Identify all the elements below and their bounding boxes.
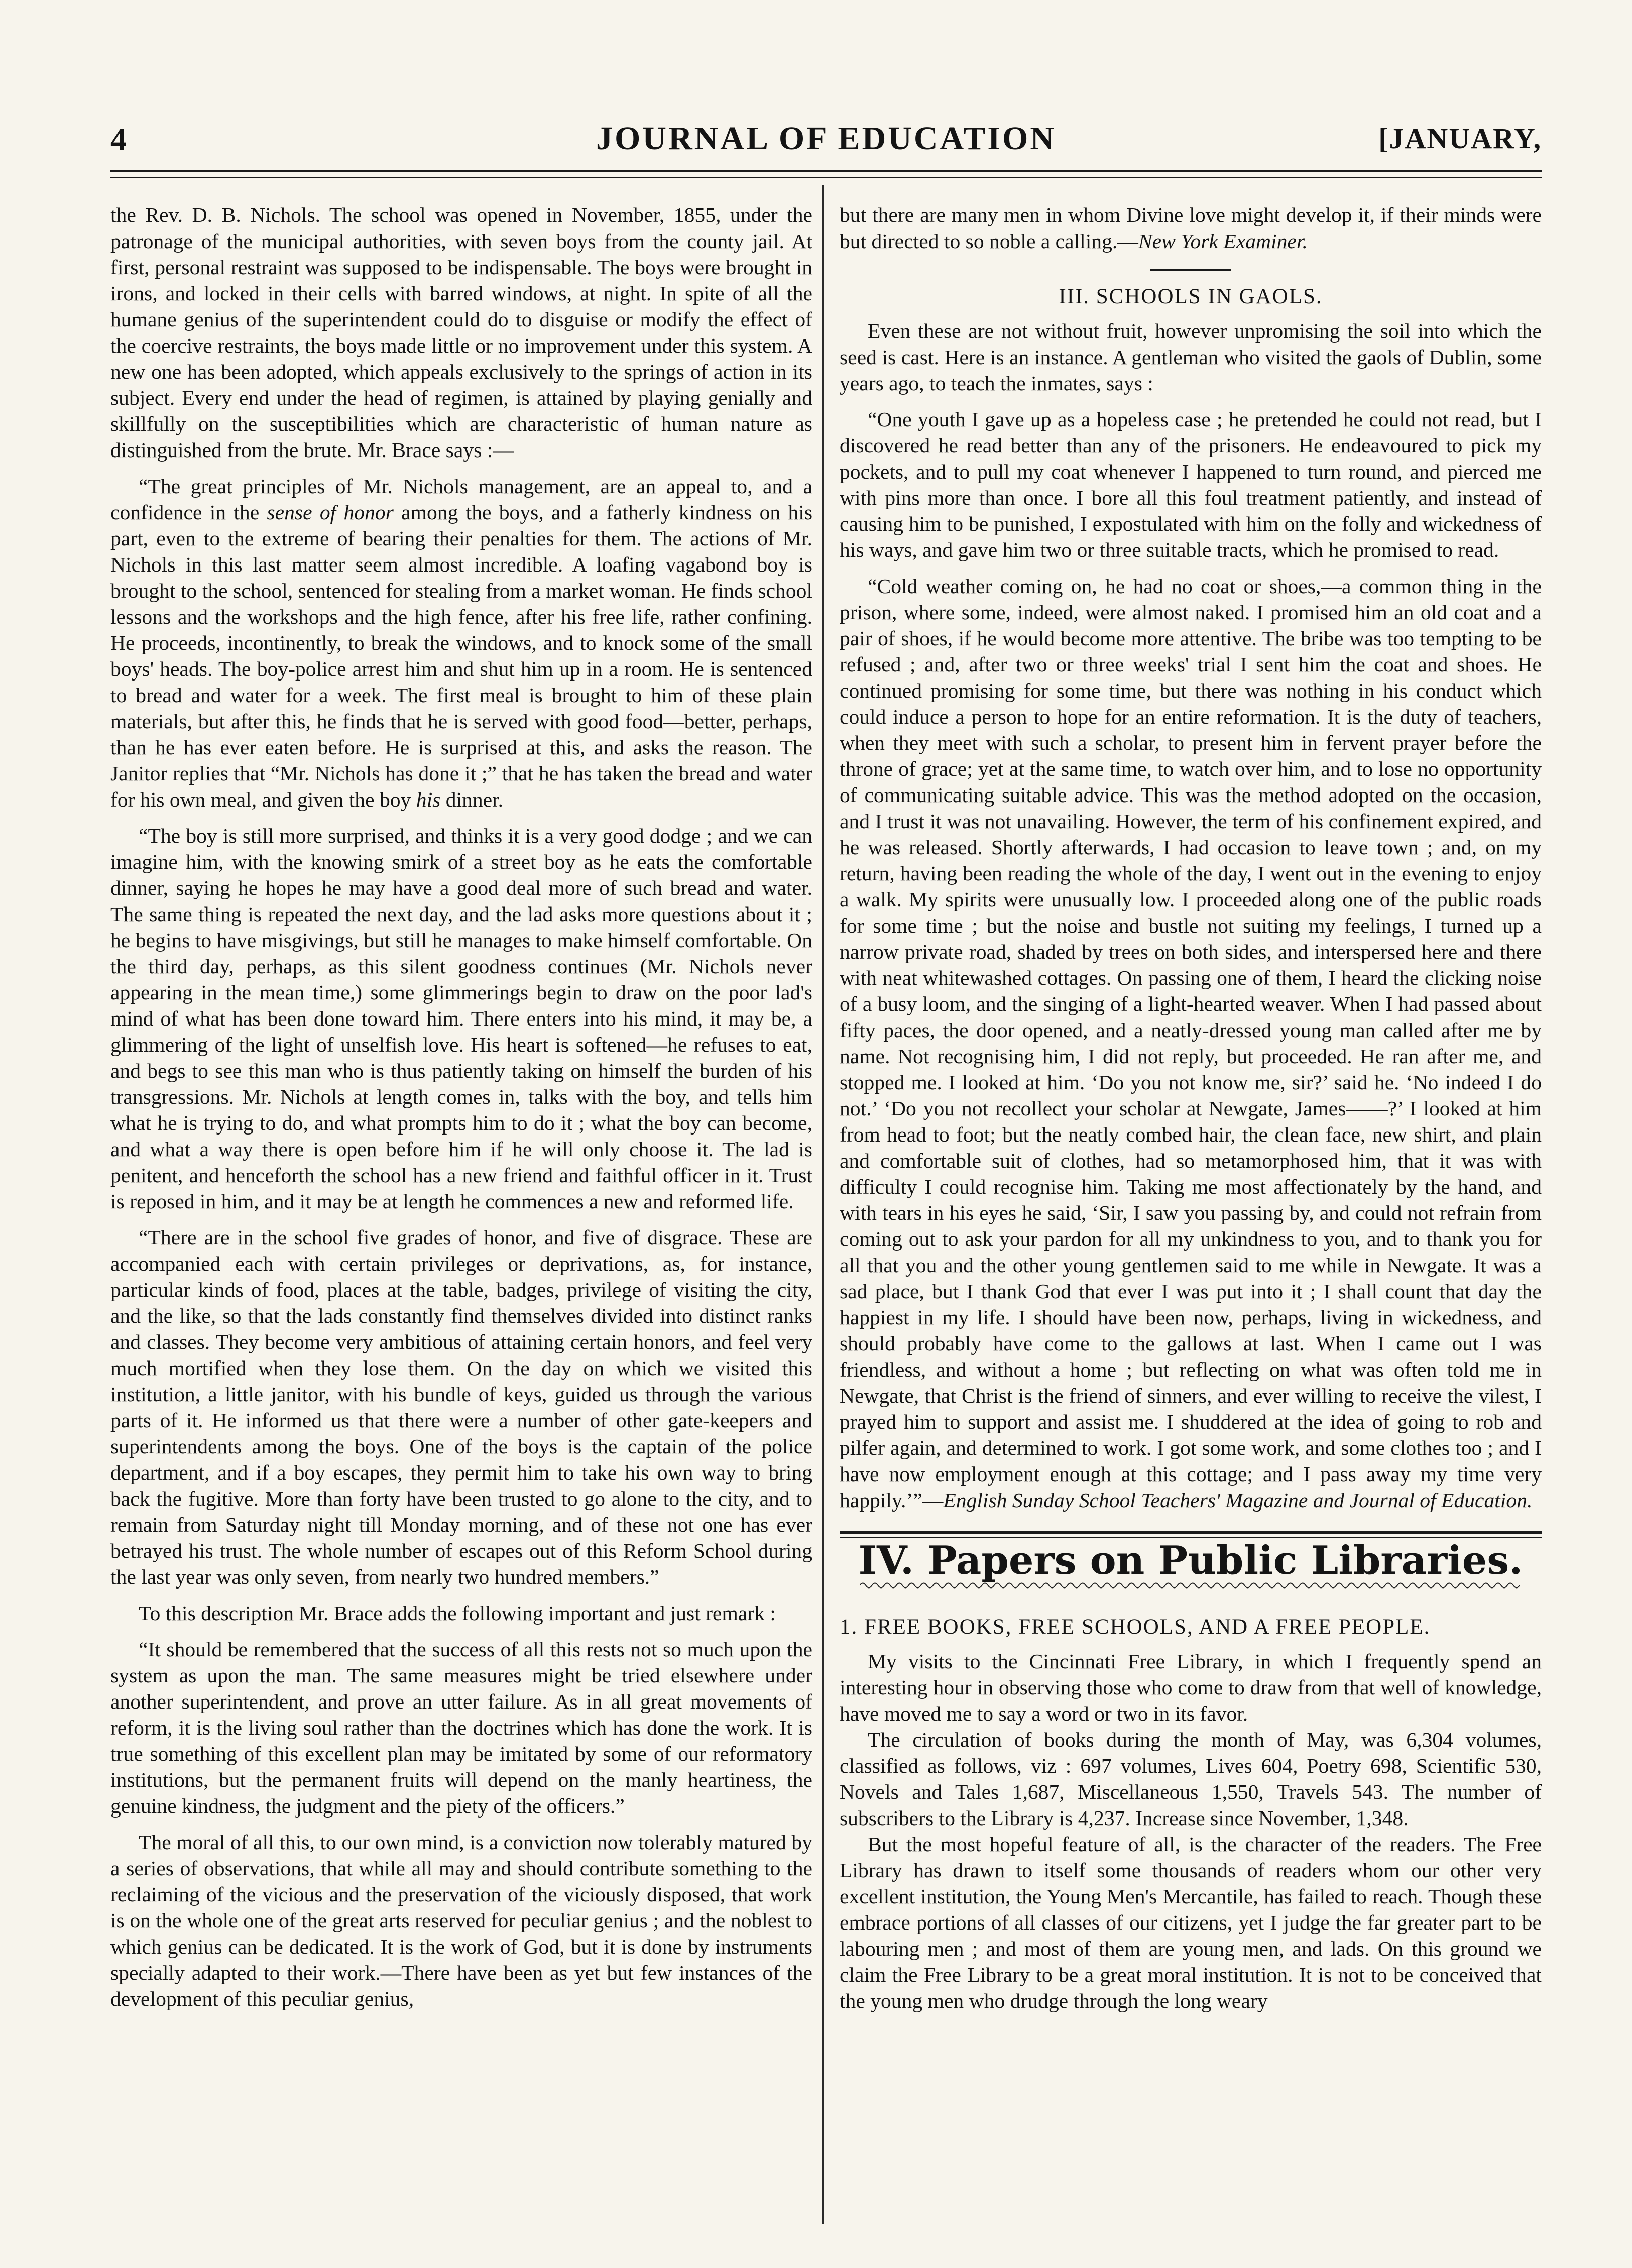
part-divider (840, 1531, 1542, 1538)
body-paragraph: To this description Mr. Brace adds the following important and just remark : (139, 1602, 776, 1625)
page-number: 4 (110, 121, 127, 157)
quote-paragraph: “The great principles of Mr. Nichols management, are an appeal to, and a confidence in the sense of honor among the boys, and a fatherly kindness on his part, even to the extreme of bearing their penalties for them. The actions of Mr. Nichols in this last matter seem almost incredible. A loafing vagabond boy is brought to the school, sentenced for stealing from a market woman. He finds school lessons and the workshops and the high fence, after his free life, rather confining. He proceeds, incontinently, to break the windows, and to knock some of the small boys' heads. The boy-police arrest him and shut him up in a room. He is sentenced to bread and water for a week. The first meal is brought to him of these plain materials, but after this, he finds that he is served with good food—better, perhaps, than he has ever eaten before. He is surprised at this, and asks the reason. The Janitor replies that “Mr. Nichols has done it ;” that he has taken the bread and water for his own meal, and given the boy his dinner. (110, 475, 812, 811)
body-paragraph: But the most hopeful feature of all, is the character of the readers. The Free Library has drawn to itself some thousands of readers whom our other very excellent institution, the Young Men's Mercantile, has failed to reach. Though these embrace portions of all classes of our citizens, yet I judge the far greater part to be labouring men ; and most of them are young men, and lads. On this ground we claim the Free Library to be a great moral institution. It is not to be conceived that the young men who drudge through the long weary (840, 1833, 1542, 2012)
part-heading: IV. Papers on Public Libraries. (858, 1538, 1523, 1583)
wavy-ornament (860, 1581, 1522, 1590)
quote-paragraph: “Cold weather coming on, he had no coat or shoes,—a common thing in the prison, where some, indeed, were almost naked. I promised him an old coat and a pair of shoes, if he would become more attentive. The bribe was too tempting to be refused ; and, after two or three weeks' trial I sent him the coat and shoes. He continued promising for some time, but there was nothing in his conduct which could induce a person to hope for an entire reformation. It is the duty of teachers, when they meet with such a scholar, to present him in fervent prayer before the throne of grace; yet at the same time, to watch over him, and to lose no opportunity of communicating suitable advice. This was the method adopted on the occasion, and I trust it was not unavailing. However, the term of his confinement expired, and he was released. Shortly afterwards, I had occasion to leave town ; and, on my return, having been reading the whole of the day, I went out in the evening to enjoy a walk. My spirits were unusually low. I proceeded along one of the public roads for some time ; but the noise and bustle not suiting my feelings, I turned up a narrow private road, shaded by trees on both sides, and interspersed here and there with neat whitewashed cottages. On passing one of them, I heard the clicking noise of a busy loom, and the singing of a light-hearted weaver. When I had passed about fifty paces, the door opened, and a neatly-dressed young man called after me by name. Not recognising him, I did not reply, but proceeded. He ran after me, and stopped me. I looked at him. ‘Do you not know me, sir?’ said he. ‘No indeed I do not.’ ‘Do you not recollect your scholar at Newgate, James——?’ I looked at him from head to foot; but the neatly combed hair, the clean face, new shirt, and plain and comfortable suit of clothes, had so metamorphosed him, that it was with difficulty I could recognise him. Taking me most affectionately by the hand, and with tears in his eyes he said, ‘Sir, I saw you passing by, and could not refrain from coming out to ask your pardon for all my unkindness to you, and to thank you for all that you and the other young gentlemen said to me while in Newgate. It was a sad place, but I thank God that ever I was put into it ; I shall count that day the happiest in my life. I should have been now, perhaps, living in wickedness, and should probably have come to the gallows at last. When I came out I was friendless, and without a home ; but reflecting on what was often told me in Newgate, that Christ is the friend of sinners, and ever willing to receive the vilest, I prayed him to support and assist me. I shuddered at the idea of going to rob and pilfer again, and determined to work. I got some work, and some clothes too ; and I have now employment enough at this cottage; and I pass away my time very happily.’”—English Sunday School Teachers' Magazine and Journal of Education. (840, 575, 1542, 1512)
body-paragraph: Even these are not without fruit, however unpromising the soil into which the seed is cast. Here is an instance. A gentleman who visited the gaols of Dublin, some years ago, to teach the inmates, says : (840, 319, 1542, 395)
quote-paragraph: “It should be remembered that the success of all this rests not so much upon the system as upon the man. The same measures might be tried elsewhere under another superintendent, and prove an utter failure. As in all great movements of reform, it is the living soul rather than the doctrines which has done the work. It is true something of this excellent plan may be imitated by some of our reformatory institutions, but the permanent fruits will depend on the manly heartiness, the genuine kindness, the judgment and the piety of the officers.” (110, 1638, 812, 1818)
body-paragraph: The circulation of books during the month of May, was 6,304 volumes, classified as follows, viz : 697 volumes, Lives 604, Poetry 698, Scientific 530, Novels and Tales 1,687, Miscellaneous 1,550, Travels 543. The number of subscribers to the Library is 4,237. Increase since November, 1,348. (840, 1728, 1542, 1830)
body-paragraph: but there are many men in whom Divine love might develop it, if their minds were but directed to so noble a calling.—New York Examiner. (840, 203, 1542, 253)
running-header (110, 117, 1542, 162)
subsection-heading: 1. FREE BOOKS, FREE SCHOOLS, AND A FREE PEOPLE. (840, 1615, 1431, 1639)
header-rule-thick (110, 170, 1542, 172)
quote-paragraph: “One youth I gave up as a hopeless case ; he pretended he could not read, but I discovered he read better than any of the prisoners. He endeavoured to pick my pockets, and to pull my coat whenever I happened to turn round, and pierced me with pins more than once. I bore all this foul treatment patiently, and instead of causing him to be punished, I expostulated with him on the folly and wickedness of his ways, and gave him two or three suitable tracts, which he promised to read. (840, 408, 1542, 561)
right-column (840, 202, 1542, 2014)
quote-paragraph: “There are in the school five grades of honor, and five of disgrace. These are accompanied each with certain privileges or deprivations, as, for instance, particular kinds of food, places at the table, badges, privilege of visiting the city, and the like, so that the lads constantly find themselves divided into distinct ranks and classes. They become very ambitious of attaining certain honors, and feel very much mortified when they lose them. On the day on which we visited this institution, a little janitor, with his bundle of keys, guided us through the various parts of it. He informed us that there were a number of other gate-keepers and superintendents among the boys. One of the boys is the captain of the police department, and if a boy escapes, they permit him to take his own way to bring back the fugitive. More than forty have been trusted to go alone to the city, and to remain from Saturday night till Monday morning, and of these not one has ever betrayed his trust. The whole number of escapes out of this Reform School during the last year was only seven, from nearly two hundred members.” (110, 1226, 812, 1589)
section-divider (1150, 269, 1231, 271)
section-heading: III. SCHOOLS IN GAOLS. (1059, 285, 1323, 308)
body-paragraph: the Rev. D. B. Nichols. The school was opened in November, 1855, under the patronage of the municipal authorities, with seven boys from the county jail. At first, personal restraint was supposed to be indispensable. The boys were brought in irons, and locked in their cells with barred windows, at night. In spite of all the humane genius of the superintendent could do to disguise or modify the effect of the coercive restraints, the boys made little or no improvement under this system. A new one has been adopted, which appeals exclusively to the springs of action in its subject. Every end under the head of regimen, is attained by playing genially and skillfully on the susceptibilities which are characteristic of human nature as distinguished from the brute. Mr. Brace says :— (110, 203, 812, 462)
header-rule-thin (110, 177, 1542, 178)
issue-month: [JANUARY, (1378, 122, 1542, 155)
source-citation: English Sunday School Teachers' Magazine and Journal of Education. (943, 1489, 1533, 1512)
quote-paragraph: “The boy is still more surprised, and thinks it is a very good dodge ; and we can imagine him, with the knowing smirk of a street boy as he eats the comfortable dinner, saying he hopes he may have a good deal more of such bread and water. The same thing is repeated the next day, and the lad asks more questions about it ; he begins to have misgivings, but still he manages to make himself comfortable. On the third day, perhaps, as this silent goodness continues (Mr. Nichols never appearing in the mean time,) some glimmerings begin to draw on the poor lad's mind of what has been done toward him. There enters into his mind, it may be, a glimmering of the light of unselfish love. His heart is softened—he refuses to eat, and begs to see this man who is thus patiently taking on himself the burden of his transgressions. Mr. Nichols at length comes in, talks with the boy, and tells him what he is trying to do, and what prompts him to do it ; what the boy can become, and what a way there is open before him if he will only choose it. The lad is penitent, and henceforth the school has a new friend and faithful officer in it. Trust is reposed in him, and it may be at length he commences a new and reformed life. (110, 824, 812, 1213)
body-paragraph: My visits to the Cincinnati Free Library, in which I frequently spend an interesting hour in observing those who come to draw from that well of knowledge, have moved me to say a word or two in its favor. (840, 1650, 1542, 1725)
source-citation: New York Examiner. (1138, 230, 1308, 253)
journal-title: JOURNAL OF EDUCATION (596, 120, 1057, 157)
body-paragraph: The moral of all this, to our own mind, is a conviction now tolerably matured by a series of observations, that while all may and should contribute something to the reclaiming of the vicious and the preservation of the viciously disposed, that work is on the whole one of the great arts reserved for peculiar genius ; and the noblest to which genius can be dedicated. It is the work of God, but it is done by instruments specially adapted to their work.—There have been as yet but few instances of the development of this peculiar genius, (110, 1831, 812, 2010)
left-column (110, 202, 812, 2012)
column-divider (822, 185, 824, 2224)
